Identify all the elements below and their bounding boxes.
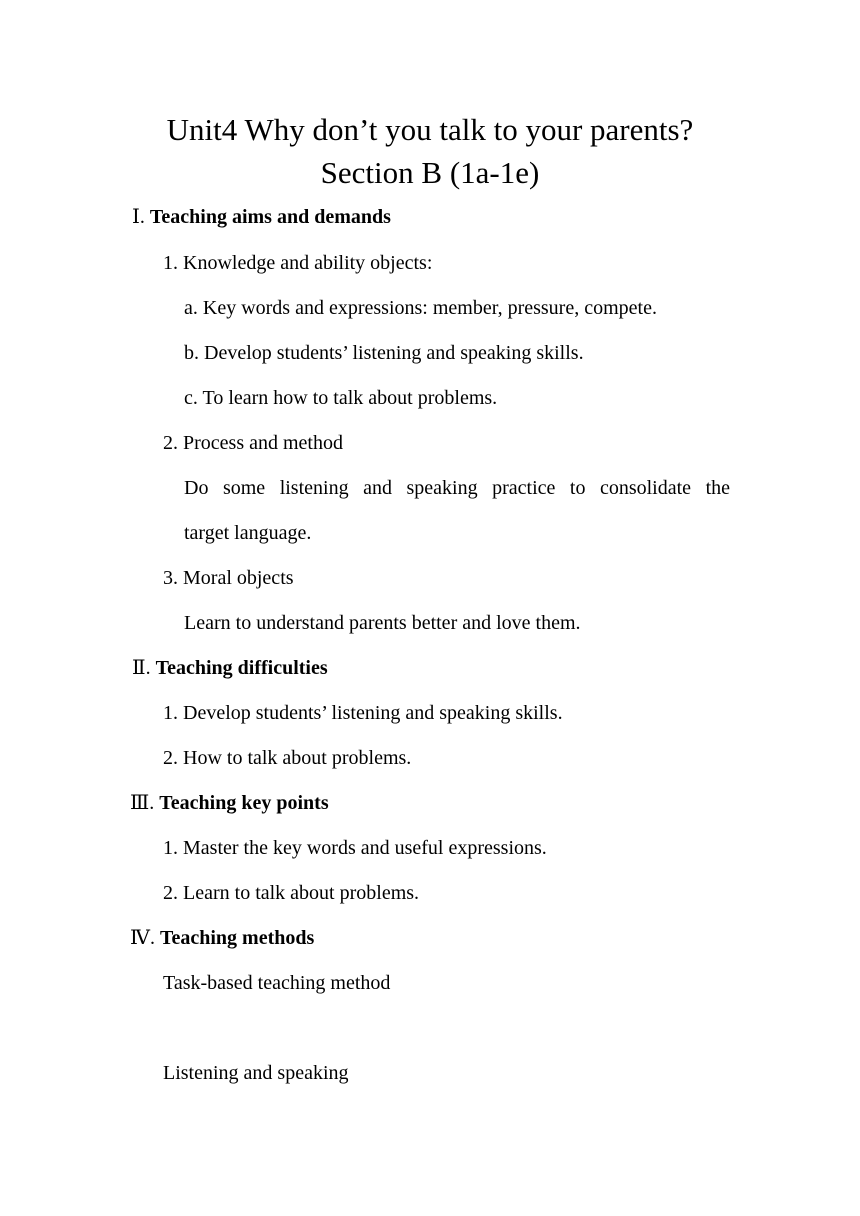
list-item: b. Develop students’ listening and speaking skills. bbox=[184, 342, 584, 364]
section-heading-text: Teaching methods bbox=[159, 927, 315, 949]
document-subtitle: Section B (1a-1e) bbox=[320, 155, 540, 190]
list-item: 1. Knowledge and ability objects: bbox=[163, 252, 433, 274]
document-title: Unit4 Why don’t you talk to your parents? bbox=[166, 112, 694, 147]
section-numeral: Ⅳ. bbox=[130, 927, 160, 949]
section-heading-methods bbox=[130, 925, 314, 951]
section-heading-key-points bbox=[130, 790, 329, 816]
section-heading-aims bbox=[132, 204, 391, 230]
list-item: Task-based teaching method bbox=[163, 972, 391, 994]
list-item: 3. Moral objects bbox=[163, 567, 294, 589]
section-numeral: Ⅰ. bbox=[132, 206, 150, 228]
section-heading-text: Teaching key points bbox=[159, 792, 329, 814]
section-numeral: Ⅲ. bbox=[130, 792, 160, 814]
list-item: c. To learn how to talk about problems. bbox=[184, 387, 498, 409]
paragraph-line: Learn to understand parents better and love them. bbox=[184, 612, 581, 634]
list-item: a. Key words and expressions: member, pressure, compete. bbox=[184, 297, 657, 319]
section-numeral: Ⅱ. bbox=[132, 657, 156, 679]
section-heading-text: Teaching difficulties bbox=[155, 657, 328, 679]
list-item: 2. Process and method bbox=[163, 432, 343, 454]
section-heading-difficulties bbox=[132, 655, 328, 681]
list-item: 2. Learn to talk about problems. bbox=[163, 882, 420, 904]
list-item: Listening and speaking bbox=[163, 1062, 349, 1084]
paragraph-line: target language. bbox=[184, 522, 312, 544]
list-item: 2. How to talk about problems. bbox=[163, 747, 412, 769]
section-heading-text: Teaching aims and demands bbox=[149, 206, 391, 228]
paragraph-line: Do some listening and speaking practice to consolidate the bbox=[184, 477, 730, 499]
list-item: 1. Develop students’ listening and speaking skills. bbox=[163, 702, 563, 724]
list-item: 1. Master the key words and useful expressions. bbox=[163, 837, 547, 859]
